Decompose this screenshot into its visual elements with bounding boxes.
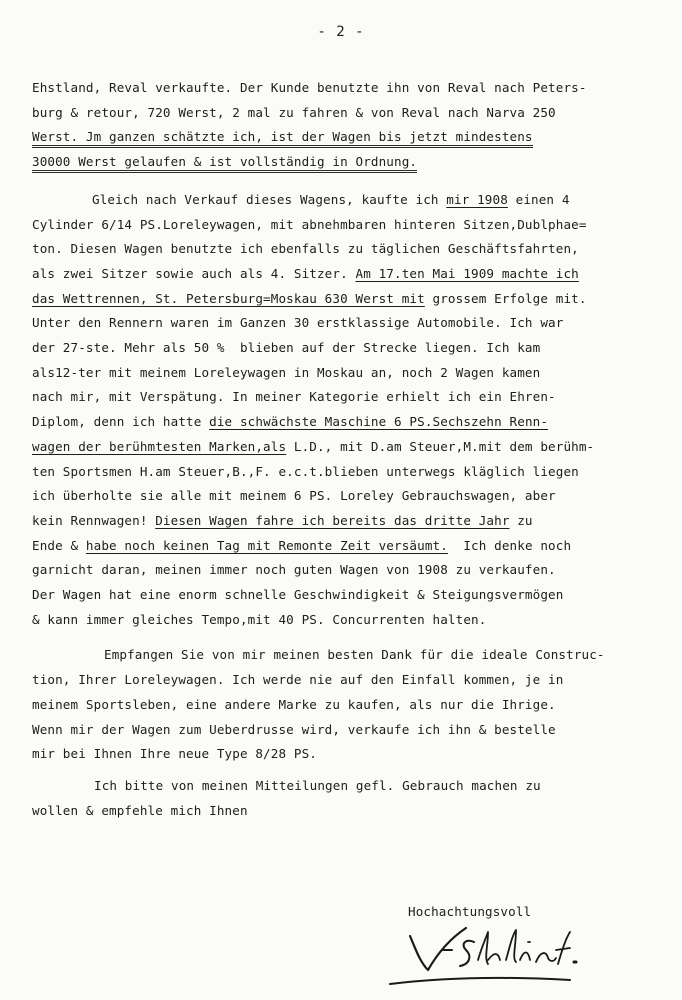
text-line: als12-ter mit meinem Loreleywagen in Moskau an, noch 2 Wagen kamen [32,364,541,380]
text-run: als zwei Sitzer sowie auch als 4. Sitzer. [32,265,356,281]
underlined-text: habe noch keinen Tag mit Remonte Zeit versäumt. [85,537,448,553]
double-underlined-text: Werst. Jm ganzen schätzte ich, ist der Wagen bis jetzt mindestens [32,129,533,148]
text-run: kein Rennwagen! [32,512,156,528]
underlined-text: die schwächste Maschine 6 PS.Sechszehn Renn- [209,414,549,430]
text-run: grossem Erfolge mit. [424,290,587,306]
text-line: Wenn mir der Wagen zum Ueberdrusse wird, verkaufe ich ihn & bestelle [32,721,556,737]
text-line: wollen & empfehle mich Ihnen [32,802,248,818]
text-line [32,435,652,460]
paragraph-gap [32,767,652,774]
text-line: Der Wagen hat eine enorm schnelle Geschwindigkeit & Steigungsvermögen [32,587,564,603]
text-line: der 27-ste. Mehr als 50 % blieben auf der Strecke liegen. Ich kam [32,340,541,356]
underlined-text: Am 17.ten Mai 1909 machte ich [355,265,579,281]
text-line [32,410,652,435]
underlined-text: Diesen Wagen fahre ich bereits das dritte Jahr [155,512,510,528]
text-line: meinem Sportsleben, eine andere Marke zu kaufen, als nur die Ihrige. [32,696,556,712]
text-line [32,262,652,287]
text-line: garnicht daran, meinen immer noch guten Wagen von 1908 zu verkaufen. [32,562,556,578]
text-line: ten Sportsmen H.am Steuer,B.,F. e.c.t.blieben unterwegs kläglich liegen [32,463,579,479]
text-line [32,534,652,559]
underlined-text: wagen der berühmtesten Marken,als [32,438,287,454]
text-run: Ende & [32,537,86,553]
handwritten-signature [370,920,590,990]
text-line [32,287,652,312]
text-line [32,509,652,534]
text-line: Ich bitte von meinen Mitteilungen gefl. Gebrauch machen zu [94,777,541,793]
text-run: Gleich nach Verkauf dieses Wagens, kaufte ich [92,191,447,207]
text-line: ich überholte sie alle mit meinem 6 PS. Loreley Gebrauchswagen, aber [32,488,556,504]
text-run: zu [509,512,533,528]
text-line: ton. Diesen Wagen benutzte ich ebenfalls zu täglichen Geschäftsfahrten, [32,241,579,257]
text-line [32,150,652,175]
text-run: einen 4 [507,191,570,207]
closing-salutation: Hochachtungsvoll [408,904,532,919]
double-underlined-text: 30000 Werst gelaufen & ist vollständig in Ordnung. [32,154,417,173]
text-line: Ehstland, Reval verkaufte. Der Kunde benutzte ihn von Reval nach Peters- [32,80,587,95]
text-run: L.D., mit D.am Steuer,M.mit dem berühm- [286,438,595,454]
paragraph-gap [32,175,652,188]
text-line [32,188,652,213]
letter-body [32,76,652,823]
text-line: Cylinder 6/14 PS.Loreleywagen, mit abnehmbaren hinteren Sitzen,Dublphae= [32,216,587,232]
text-line: burg & retour, 720 Werst, 2 mal zu fahren & von Reval nach Narva 250 [32,104,556,120]
text-line: Empfangen Sie von mir meinen besten Dank für die ideale Construc- [104,647,605,663]
underlined-text: das Wettrennen, St. Petersburg=Moskau 630 Werst mit [32,290,425,306]
paragraph-gap [32,632,652,643]
text-line [32,125,652,150]
text-line: Unter den Rennern waren im Ganzen 30 erstklassige Automobile. Ich war [32,315,564,331]
text-line: mir bei Ihnen Ihre neue Type 8/28 PS. [32,746,317,762]
text-line: & kann immer gleiches Tempo,mit 40 PS. Concurrenten halten. [32,611,487,627]
text-run: Ich denke noch [447,537,572,553]
text-line: nach mir, mit Verspätung. In meiner Kategorie erhielt ich ein Ehren- [32,389,556,405]
text-run: Diplom, denn ich hatte [32,414,210,430]
page-number: - 2 - [317,24,365,40]
underlined-text: mir 1908 [446,191,508,207]
text-line: tion, Ihrer Loreleywagen. Ich werde nie auf den Einfall kommen, je in [32,672,564,688]
